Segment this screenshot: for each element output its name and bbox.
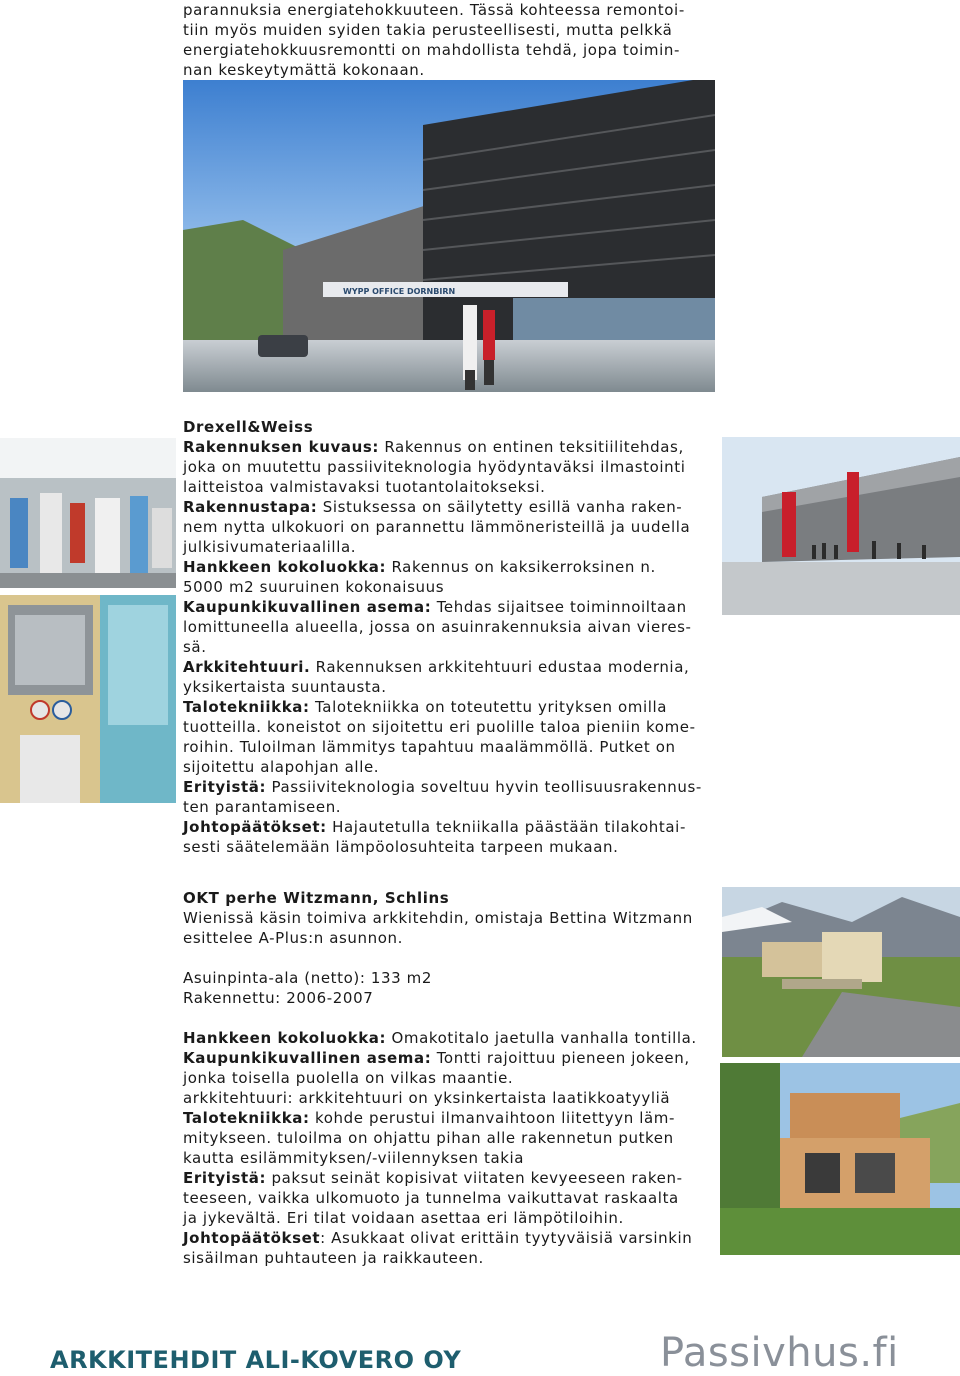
section-title: OKT perhe Witzmann, Schlins [183, 889, 450, 907]
conclusion-label: Johtopäätökset: [183, 818, 327, 836]
house-street-photo [722, 887, 960, 1057]
built-text: Rakennettu: 2006-2007 [183, 989, 374, 1007]
special-label: Erityistä: [183, 1169, 267, 1187]
class-label: Hankkeen kokoluokka: [183, 558, 387, 576]
hvac-equipment-photo [0, 595, 176, 803]
arch-text: arkkitehtuuri: arkkitehtuuri on yksinkertaista laatikkoatyyliä [183, 1089, 671, 1107]
intro-line: parannuksia energiatehokkuuteen. Tässä kohteessa remontoi- [183, 1, 685, 19]
intro-line: energiatehokkuusremontti on mahdollista tehdä, jopa toimin- [183, 41, 680, 59]
arkkitehdit-logo: ARKKITEHDIT ALI-KOVERO OY [50, 1346, 462, 1374]
passivhus-logo: Passivhus.fi [660, 1330, 899, 1376]
arch-label: Arkkitehtuuri. [183, 658, 311, 676]
tech-label: Talotekniikka: [183, 1109, 310, 1127]
tech-label: Talotekniikka: [183, 698, 310, 716]
city-label: Kaupunkikuvallinen asema: [183, 598, 432, 616]
house-exterior-photo [720, 1063, 960, 1255]
desc-label: Rakennuksen kuvaus: [183, 438, 379, 456]
method-label: Rakennustapa: [183, 498, 318, 516]
section-title: Drexell&Weiss [183, 418, 314, 436]
intro-line: nan keskeytymättä kokonaan. [183, 61, 425, 79]
class-label: Hankkeen kokoluokka: [183, 1029, 387, 1047]
witzmann-section: OKT perhe Witzmann, Schlins Wienissä käsin toimiva arkkitehdin, omistaja Bettina Witzmann esittelee A-Plus:n asunnon. Asuinpinta-ala (netto): 133 m2 Rakennettu: 2006-2007 Hankkeen kokoluokka: Omakotitalo jaetulla vanhalla tontilla. Kaupunkikuvallinen asema: Tontti rajoittuu pieneen jokeen, jonka toisella puolella on vilkas maantie. arkkitehtuuri: arkkitehtuuri on yksinkertaista laatikkoatyyliä Talotekniikka: kohde perustui ilmanvaihtoon liitettyyn läm- mitykseen. tuloilma on ohjattu pihan alle rakennetun putken kautta esilämmityksen/-viilennyksen takia Erityistä: paksut seinät kopisivat viitaten kevyeeseen raken- teeseen, vaikka ulkomuoto ja tunnelma vaikuttavat raskaalta ja jykevältä. Eri tilat voidaan asettaa eri lämpötiloihin. Johtopäätökset: Asukkaat olivat erittäin tyytyväisiä varsinkin sisäilman puhtauteen ja raikkauteen. [183, 889, 697, 1267]
conclusion-label: Johtopäätökset [183, 1229, 321, 1247]
factory-interior-photo [0, 438, 176, 588]
intro-paragraph [183, 0, 685, 80]
building-sign-text: WYPP OFFICE DORNBIRN [343, 287, 456, 296]
office-building-photo [183, 80, 715, 392]
drexell-section: Drexell&Weiss Rakennuksen kuvaus: Rakennus on entinen teksitiilitehdas, joka on muutettu passiiviteknologia hyödyntaväksi ilmastointi laitteistoa valmistavaksi tuotantolaitokseksi. Rakennustapa: Sistuksessa on säilytetty esillä vanha raken- nem nytta ulkokuori on parannettu lämmöneristeillä ja uudella julkisivumateriaalilla. Hankkeen kokoluokka: Rakennus on kaksikerroksinen n. 5000 m2 suuruinen kokonaisuus Kaupunkikuvallinen asema: Tehdas sijaitsee toiminnoiltaan lomittuneella alueella, jossa on asuinrakennuksia aivan vieres- sä. Arkkitehtuuri. Rakennuksen arkkitehtuuri edustaa modernia, yksikertaista suuntausta. Talotekniikka: Talotekniikka on toteutettu yrityksen omilla tuotteilla. koneistot on sijoitettu eri puolille taloa pieniin kome- roihin. Tuloilman lämmitys tapahtuu maalämmöllä. Putket on sijoitettu alapohjan alle. Erityistä: Passiiviteknologia soveltuu hyvin teollisuusrakennus- ten parantamiseen. Johtopäätökset: Hajautetulla tekniikalla päästään tilakohtai- sesti säätelemään lämpöolosuhteita tarpeen mukaan. [183, 418, 702, 856]
factory-exterior-photo [722, 437, 960, 615]
area-text: Asuinpinta-ala (netto): 133 m2 [183, 969, 433, 987]
city-label: Kaupunkikuvallinen asema: [183, 1049, 432, 1067]
intro-line: tiin myös muiden syiden takia perusteellisesti, mutta pelkkä [183, 21, 673, 39]
special-label: Erityistä: [183, 778, 267, 796]
